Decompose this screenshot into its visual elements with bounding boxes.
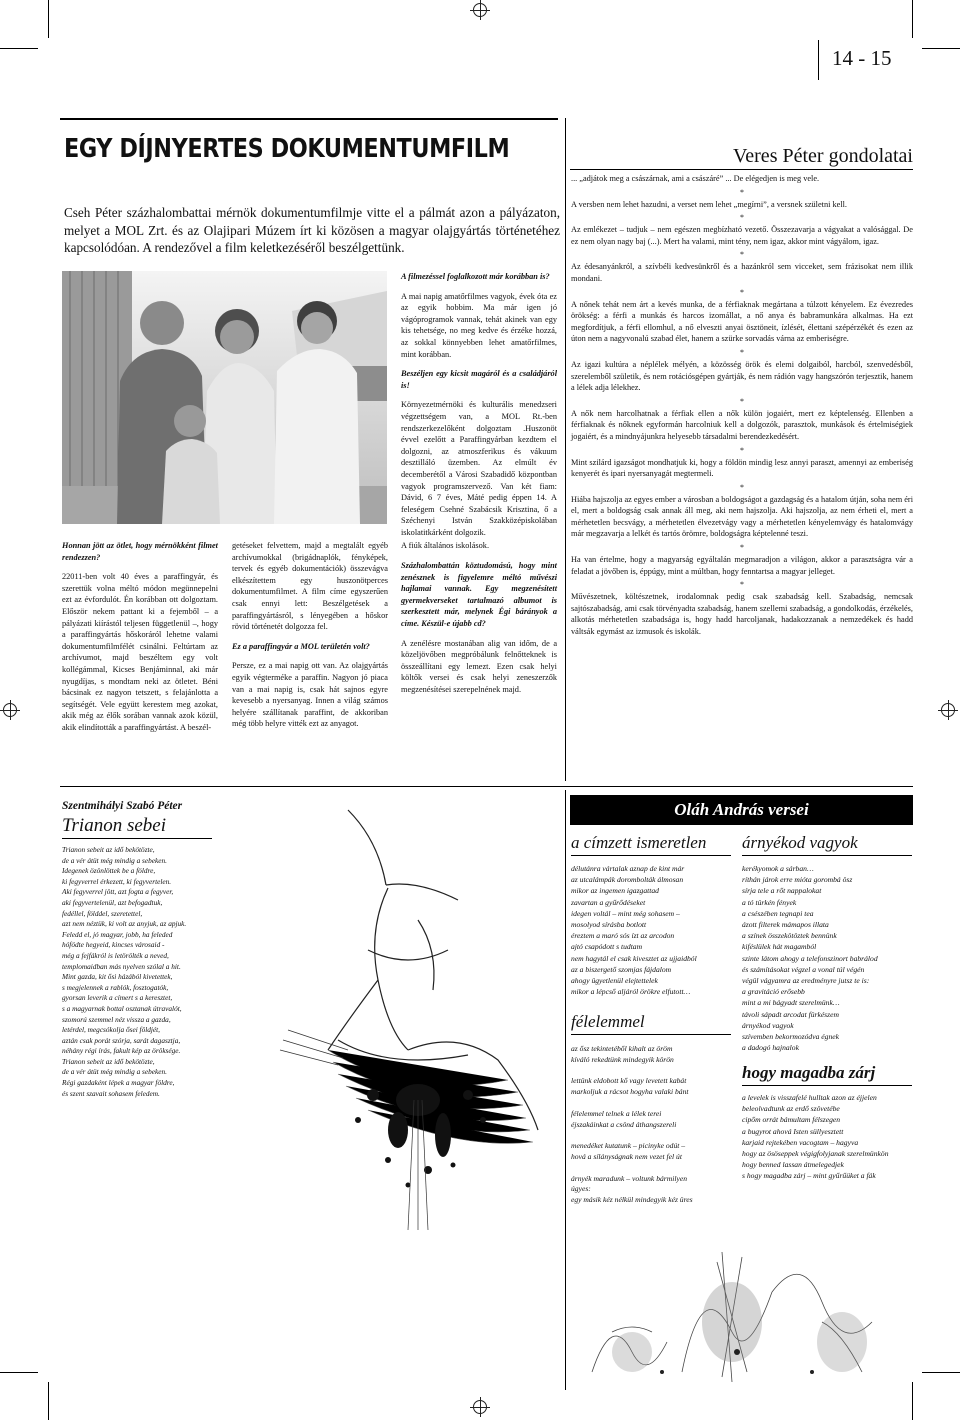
veres-quote: A versben nem lehet hazudni, a verset nem lehet „megírni”, a versnek születni kell. (571, 199, 848, 209)
registration-mark-top (473, 3, 487, 17)
registration-mark-left (3, 703, 17, 717)
veres-quote: Az édesanyánkról, a szívbéli kedvesünkről és a hazánkról sem vicceket, sem frázisokat nem illik mondani. (571, 262, 913, 283)
article-column-3 (401, 271, 557, 698)
crop-line (912, 0, 913, 38)
quote-separator: * (740, 287, 744, 297)
interview-answer: getéseket felvettem, majd a megtalált egyéb archívumokkal (brigádnaplók, fényképek, tervek és egyéb dokumentációk) összevágva elkészítettem egy huszonötperces dokumentumfilmet. A film címe egyszerűen csak ennyi lett: Beszélgetések a paraffingyártásról, s lényegében a hőskor rövid történetét dolgozza fel. (232, 541, 388, 632)
registration-mark-right (941, 703, 955, 717)
interview-question: Százhalombattán köztudomású, hogy mint zenésznek is figyelemre méltó művészi hajlamai vannak. Egy megzenésített gyermekverseket tartalmazó albumot is szerkesztett már, melynek Égi bárányok a címe. Készül-e újabb cd? (401, 561, 557, 629)
interview-answer: A mai napig amatőrfilmes vagyok, évek óta ez az egyik hobbim. Ma már igen jó vágóprogramok vannak, tehát akinek van egy kis tehetsége, no meg kedve és érzéke hozzá, az sokkal könnyebben lehet amatőrfilmes, mint korábban. (401, 291, 557, 359)
crop-line (922, 1372, 960, 1373)
quote-separator: * (740, 482, 744, 492)
quote-separator: * (740, 543, 744, 553)
veres-quote: Az emlékezet – tudjuk – nem egészen megbízható vezető. Összezavarja a vágyakat a valósággal. De ez nem olyan nagy baj (...). Mert ha valami, mint tény, nem igaz, akkor mint vágyálom, igaz. (571, 225, 913, 246)
column-divider (565, 118, 566, 781)
family-photo-illustration (62, 271, 387, 524)
veres-quote: Művészetnek, költészetnek, irodalomnak pedig csak szabadság kell. Szabadság, nemcsak sajtószabadság, ami csak törvényadta szabadság, hanem szellemi szabadság, a gondolkodás, érzékelés, alkotás mérhetetlen szabadsága is, hogy hadd harcoljanak, hadakozzanak a nemzedékek és hadd váltsák egymást az izmusok és iskolák. (571, 592, 913, 637)
veres-quote: A nők nem harcolhatnak a férfiak ellen a nők külön jogaiért, mert ez képtelenség. Ellenben a férfiaknak és nőknek egyformán harcolniuk kell a dolgozók, parasztok, munkások és értelmiségiek jogaiért, és a mindnyájunkra helyesebb társadalmi berendezkedésért. (571, 408, 913, 441)
crop-line (48, 0, 49, 38)
poem-title-rule-3 (742, 855, 912, 856)
interview-answer: Persze, ez a mai napig ott van. Az olajgyártás egyik végterméke a paraffin. Nagyon jó piaca van a mai napig is, csak hát sajnos egyre kevesebb a nyersanyag. Innen a világ számos helyére szállítanak paraffint, de akkoriban még több helyre vitték ezt az anyagot. (232, 661, 388, 729)
abstract-sketch (572, 1232, 912, 1387)
poem-title-1: a címzett ismeretlen (571, 833, 707, 852)
article-lead: Cseh Péter százhalombattai mérnök dokumentumfilmje vitte el a pálmát azon a pályázaton, melyet a MOL Zrt. és az Olajipari Múzem írt ki közösen a magyar olajgyártás történetéhez kapcsolódóan. A rendezővel a film keletkezéséről beszélgettünk. (64, 205, 560, 255)
veres-quote: Ha van értelme, hogy a magyarság egyáltalán megmaradjon a világon, akkor a parasztságra vár a feladat a jövőben is, éppúgy, mint a múltban, hogy fenntartsa a magyar jelleget. (571, 555, 913, 576)
crop-line (912, 1382, 913, 1420)
poem-title-rule-2 (571, 1034, 731, 1035)
ink-illustration (268, 800, 558, 1230)
veres-title: Veres Péter gondolatai (733, 145, 913, 167)
registration-mark-bottom (473, 1400, 487, 1414)
dancer-ink-illustration (268, 800, 558, 1230)
veres-quote: Az igazi kultúra a néplélek mélyén, a közösség örök és elemi dolgaiból, harcból, szenvedésből, szerelemből születik, és nem rotációsgépen gyártják, és nem rádión vagy hangszórón terjesztik, hanem a lélek adja lélekhez. (571, 359, 913, 393)
quote-separator: * (740, 187, 744, 197)
article-column-2 (232, 540, 388, 732)
interview-answer: A zenélésre mostanában alig van időm, de a közeljövőben megpróbálunk felnőtteknek is összeállítani egy lemezt. Ezen csak helyi költők versei és csak helyi zeneszerzők megzenésítései szerepelnének majd. (401, 638, 557, 694)
family-photo (62, 271, 387, 524)
column-divider (565, 790, 566, 1390)
interview-question: Beszéljen egy kicsit magáról és a családjáról is! (401, 369, 557, 390)
interview-answer: Környezetmérnöki és kulturális menedzseri végzettségem van, a MOL Rt.-ben rendszerkezelőként dolgoztam .Huszonöt évvel ezelőtt a Paraffingyárban kezdtem el dolgozni, az atmoszferikus és vákuum desztilláló üzemben. Az elmúlt év decemberétől a Városi Szabadidő központban vagyok programszervező. Van két fiam: Dávid, 6 7 éves, Máté pedig éppen 14. A feleségem Csehné Szabácsik Krisztina, ő a Széchenyi István Szakközépiskolában iskolatitkárként dolgozik. (401, 400, 557, 537)
crop-line (922, 48, 960, 49)
crop-line (0, 1372, 38, 1373)
poem-text-4: a levelek is visszafelé hulltak azon az éjjelen beleolvadtunk az erdő szövetébe cipőm orrát bámultam félszegen a bugyrot ahová Isten süllyesztett karjaid rejtekében vacogtam – hagyva hogy az ösöseppek végigfolyjanak szerelmünkön hogy benned lassan átmelegedjek s hogy magadba zárj – mint gyűrűüket a fák (742, 1093, 889, 1181)
veres-quotes (571, 173, 913, 640)
quote-separator: * (740, 445, 744, 455)
poem-text-2: az ősz tekintetéből kihalt az öröm kíváló rekedtünk mindegyik körön lettünk eldobott kő vagy levetett kabát markoljuk a rácsot hogyha valaki bánt félelemmel telnek a lélek terei éjszakáinkat a csönd áthangszereli menedéket kutatunk – picinyke odút – hová a sílányságnak nem vezet fel út árnyék maradunk – voltunk bármilyen úgyes: egy másik kéz nélkül mindegyik kéz üres (571, 1044, 693, 1205)
quote-separator: * (740, 213, 744, 223)
crop-line (0, 48, 38, 49)
page-number: 14 - 15 (832, 46, 892, 70)
bottom-ink-illustration (572, 1232, 912, 1387)
veres-title-rule (570, 169, 913, 170)
poem-title-2: félelemmel (571, 1012, 645, 1031)
veres-quote: A nőnek tehát nem árt a kevés munka, de a férfiaknak megártana a túlzott kényelem. Ez évezredes örökség: a férfi a munkás és harcos izomállat, a nő anya és babramunkára alkalmas. Ha ezt megfordítjuk, a férfi ellomhul, a nő elveszti anyai ösztöneit, ízlését, élettani szépérzékét és ezen az úton nem a nagyvonalú szabad élet, hanem a szürke sorvadás várna az emberiségre. (571, 299, 913, 344)
article-headline: EGY DÍJNYERTES DOKUMENTUMFILM (64, 134, 510, 164)
olah-banner-title: Oláh András versei (674, 800, 809, 819)
szabo-title-rule (62, 838, 212, 839)
quote-separator: * (740, 396, 744, 406)
interview-question: Honnan jött az ötlet, hogy mérnökként filmet rendezzen? (62, 541, 218, 562)
quote-separator: * (740, 347, 744, 357)
poem-text-1: délutánra vártalak aznap de kint már az utcalámpák dorombolták álmosan mikor az ingemen igazgattad zavartan a gyűrődéseket idegen voltál – mint még sohasem – mosolyod sírásba botlott éreztem a maró sós ízt az arcodon ajtó csapódott s tudtam nem hagytál el csak kivesztet az ujjaidból az a biszergető szomjas fájdalom ahogy ügyetlenül elejtettelek mikor a lépcső aljáról örökre elfutott… (571, 864, 697, 997)
veres-quote: Mint szilárd igazságot mondhatjuk ki, hogy a földön mindig lesz annyi paraszt, amennyi az emberiség kenyerét és ipari nyersanyagát megtermeli. (571, 457, 913, 479)
crop-line (48, 1382, 49, 1420)
headline-rule (60, 118, 558, 120)
quote-separator: * (740, 250, 744, 260)
article-column-1 (62, 540, 218, 736)
interview-answer: 22011-ben volt 40 éves a paraffingyár, és szerettük volna méltó módon megünnepelni ezt az évfordulót. Én korábban ott dolgoztam. Először nekem pattant ki a fejemből – a pályázati kiírástól teljesen függetlenül –, hogy a paraffingyártás hőskoráról lehetne valami dokumentumfilmfélét csinálni. Feltúrtam az archívumot, majd beszéltem egy volt kollégámmal, Kicses Benjáminnal, aki már nyugdíjas, s mondtam neki az ötletet. Béni bácsinak ez nagyon tetszett, s felajánlotta a segítségét. Vele együtt kerestem meg azokat, akik még az élők sorában vannak azok közül, akik elindították a paraffingyártást. A beszél- (62, 572, 218, 732)
interview-answer: A fiúk általános iskolások. (401, 541, 490, 551)
page-number-divider (818, 40, 819, 80)
quote-separator: * (740, 580, 744, 590)
poem-title-rule-4 (742, 1085, 912, 1086)
interview-question: Ez a paraffingyár a MOL területén volt? (232, 641, 370, 651)
section-divider (60, 786, 913, 787)
interview-question: A filmezéssel foglalkozott már korábban is? (401, 272, 550, 281)
veres-quote: Hiába hajszolja az egyes ember a városban a boldogságot a gazdagság és a hatalom útján, soha nem éri el, mert a boldogság csak annak áll meg, aki nem hajszolja. Aki hajszolja, az nem érheti el, mert a mérhetetlen becsvágy, a mérhetetlen élvezetvágy vagy a mérhetetlen kényelemvágy és hatalomvágy már megzavarja a lelkét és tartós örömre, boldogságra képtelenné teszi. (571, 494, 913, 539)
szabo-title: Trianon sebei (62, 815, 166, 836)
veres-quote: ... „adjátok meg a császárnak, ami a császáré” ... De elégedjen is meg vele. (571, 174, 820, 183)
poem-title-3: árnyékod vagyok (742, 833, 858, 852)
poem-title-rule-1 (571, 855, 731, 856)
szabo-poem: Trianon sebeit az idő bekötözte, de a vér átüt még mindig a sebeken. Idegenek özönlöttek be a földre, ki fegyverrel érkezett, ki fegyvertelen. Aki fegyverrel jött, azt fogta a fegyver, aki fegyvertelenül, azt befogadtuk, fedéllel, földdel, szeretettel, azt nem néztük, ki volt az anyjuk, az apjuk. Feledd el, jó magyar, jobb, ha feleded hófödte hegyeid, kincses városaid - még a fejfákról is letörölték a neved, templomaidban más nyelven szólal a hit. Mint gazda, kit ősi házából kivetettek, s megjelennek a rablók, fosztogatók, gyorsan leverik a címert s a keresztet, s a magyarnak bottal osztanak útravalót, szomorú szemmel néz vissza a gazda, letérdel, megcsókolja ősei földjét, aztán csak porát szórja, sarát dagasztja, néhány régi írás, fakult kép az öröksége. Trianon sebeit az idő bekötözte, de a vér átüt még mindig a sebeken. Régi gazdaként lépek a magyar földre, és szent szavait sohasem feledem. (62, 845, 187, 1098)
szabo-author: Szentmihályi Szabó Péter (62, 800, 183, 812)
poem-title-4: hogy magadba zárj (742, 1063, 876, 1082)
poem-text-3: kerékyomok a sárban… ríthán járok erre mióta gorombá ösz sírja tele a rőt nappalokat a tó türkén fények a csészében tegnapi tea ázott filterek mámapos illata a színek összekötöztek bennünk kiféslülek hát magamból szinte látom ahogy a telefonszinort babrálod és számításokat végzel a vonal túl végén végül vágyamra az eredményre jutsz te is: a gravitáció erősebb mint a mi bágyadt szerelmünk… távoli sápadt arcodat fürkészem árnyékod vagyok szívemben bekormozódva égnek a dadogó hajnalok (742, 864, 878, 1053)
